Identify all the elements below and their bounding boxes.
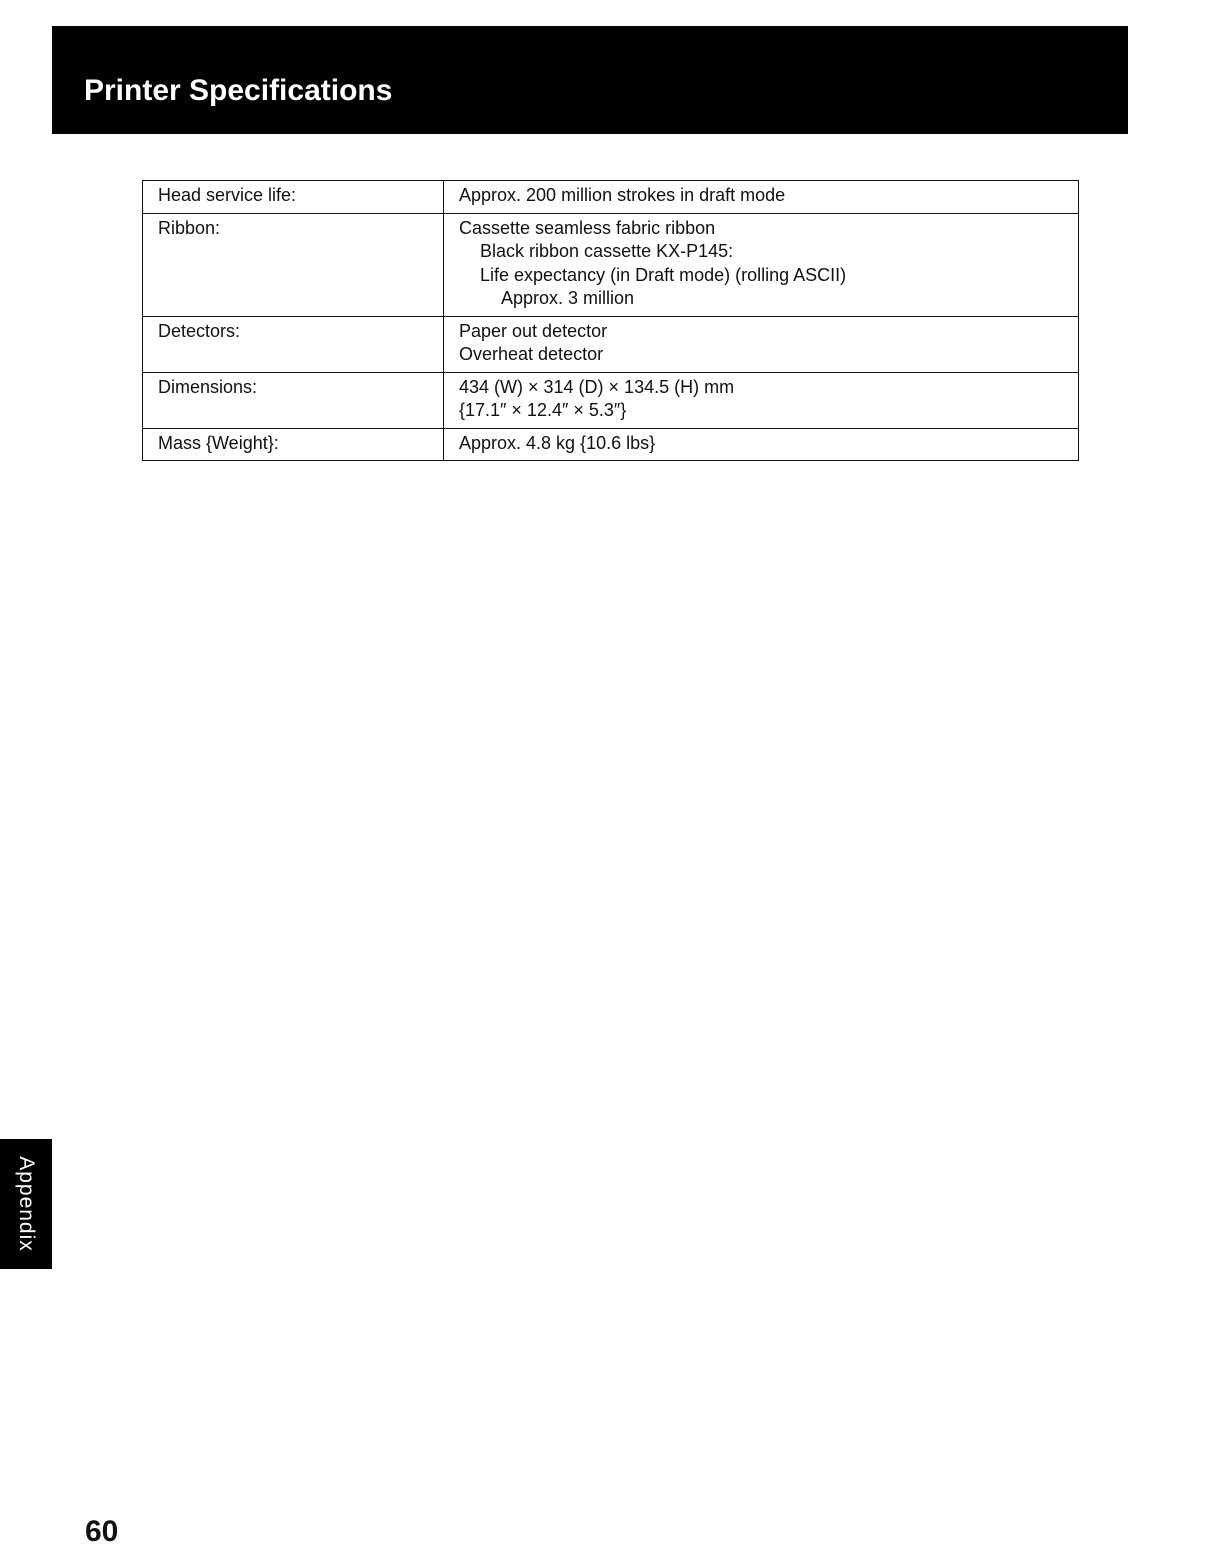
spec-label: Detectors: [143, 316, 444, 372]
spec-label: Mass {Weight}: [143, 428, 444, 461]
spec-value-line: Approx. 4.8 kg {10.6 lbs} [459, 432, 656, 453]
page-title: Printer Specifications [84, 74, 393, 107]
spec-value-line: 434 (W) × 314 (D) × 134.5 (H) mm [459, 376, 735, 397]
spec-label: Head service life: [143, 181, 444, 214]
spec-label: Ribbon: [143, 213, 444, 316]
appendix-side-tab [0, 1139, 52, 1269]
spec-row-mass [143, 428, 1079, 461]
side-tab-label: Appendix [15, 1156, 38, 1252]
spec-label: Dimensions: [143, 372, 444, 428]
page-number: 60 [85, 1515, 119, 1548]
spec-value-line: Approx. 3 million [501, 288, 635, 308]
spec-table [142, 180, 1079, 461]
spec-value [444, 316, 1079, 372]
spec-value-line: Overheat detector [459, 344, 604, 364]
spec-value-line: Life expectancy (in Draft mode) (rolling ASCII) [480, 264, 847, 285]
spec-value-line: Paper out detector [459, 320, 608, 341]
spec-value [444, 181, 1079, 214]
spec-value-line: Approx. 200 million strokes in draft mode [459, 185, 786, 205]
spec-row-head-service-life [143, 181, 1079, 214]
spec-row-dimensions [143, 372, 1079, 428]
spec-row-detectors [143, 316, 1079, 372]
spec-value [444, 372, 1079, 428]
spec-row-ribbon [143, 213, 1079, 316]
spec-value-line: Black ribbon cassette KX-P145: [480, 241, 734, 261]
header-bar [52, 26, 1128, 134]
spec-value-line: {17.1″ × 12.4″ × 5.3″} [459, 400, 627, 420]
spec-value-line: Cassette seamless fabric ribbon [459, 217, 716, 238]
spec-value [444, 213, 1079, 316]
spec-value [444, 428, 1079, 461]
